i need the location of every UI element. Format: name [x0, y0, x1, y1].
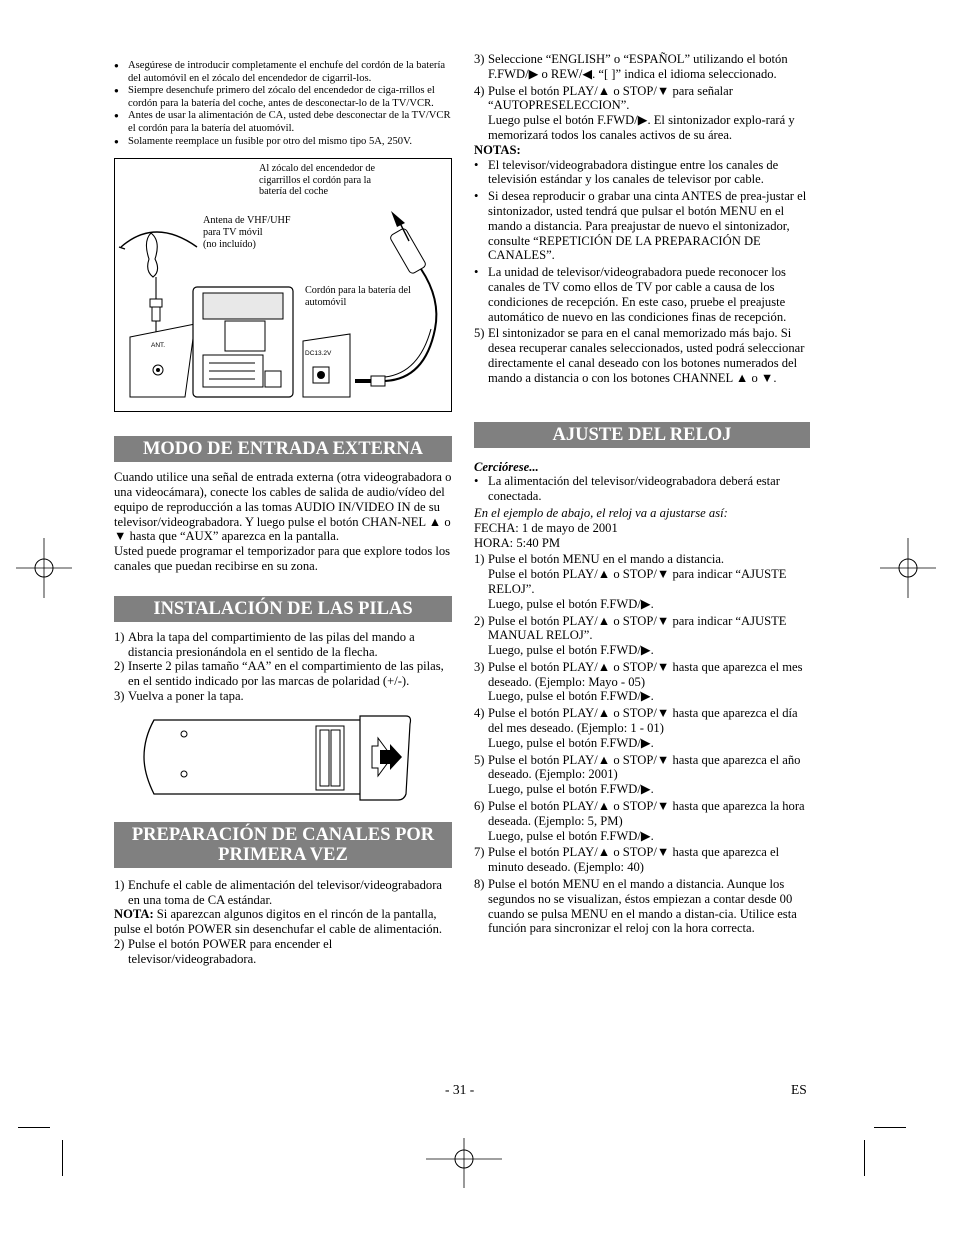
note-item: • Si desea reproducir o grabar una cinta ANTES de prea-justar el sintonizador, usted tendrá que pulsar el botón MENU en el mando a distancia. Para preajustar de nuevo el sintonizador, consulte “REPETICIÓN DE LA PREPARACIÓN DE CANALES”.	[474, 189, 810, 263]
language-code: ES	[791, 1082, 807, 1097]
check-label: Cerciórese...	[474, 459, 539, 474]
clock-step: 3) Pulse el botón PLAY/▲ o STOP/▼ hasta que aparezca el mes deseado. (Ejemplo: Mayo - 05)	[474, 659, 803, 689]
clock-substep: Luego, pulse el botón F.FWD/▶.	[488, 782, 654, 797]
check-list	[474, 474, 810, 504]
clock-step: 7) Pulse el botón PLAY/▲ o STOP/▼ hasta que aparezca el minuto deseado. (Ejemplo: 40)	[474, 845, 780, 875]
bullet-item: ● Solamente reemplace un fusible por otro del mismo tipo 5A, 250V.	[114, 136, 452, 149]
clock-content	[474, 460, 810, 937]
channel-setup-content	[114, 878, 452, 967]
check-item: • La alimentación del televisor/videograbadora deberá estar conectada.	[474, 474, 810, 504]
ant-label: ANT.	[151, 342, 166, 350]
channel-setup-step: 1) Enchufe el cable de alimentación del televisor/videograbadora en una toma de CA estándar.	[114, 877, 443, 907]
car-battery-figure	[114, 158, 452, 412]
battery-step: 1) Abra la tapa del compartimiento de las pilas del mando a distancia presionándola en el sentido de la flecha.	[114, 629, 415, 659]
bullet-item: ● Antes de usar la alimentación de CA, usted debe desconectar de la TV/VCR el cordón para la batería del atuomóvil.	[114, 110, 452, 135]
remote-battery-illustration	[114, 714, 452, 802]
clock-substep: Luego, pulse el botón F.FWD/▶.	[488, 735, 654, 750]
example-intro: En el ejemplo de abajo, el reloj va a ajustarse así:	[474, 505, 728, 520]
note-item: • El televisor/videograbadora distingue entre los canales de televisión estándar y los canales de televisor por cable.	[474, 158, 810, 188]
car-battery-illustration	[115, 159, 451, 411]
clock-step: 2) Pulse el botón PLAY/▲ o STOP/▼ para indicar “AJUSTE MANUAL RELOJ”.	[474, 613, 787, 643]
clock-step: 8) Pulse el botón MENU en el mando a distancia. Aunque los segundos no se visualizan, éstos empiezan a contar desde 00 cuando se pulsa MENU en el mando a distan-cia. Utilice esta función para sincronizar el reloj con la hora correcta.	[474, 877, 797, 936]
crop-mark	[18, 1127, 50, 1128]
clock-substep: Pulse el botón PLAY/▲ o STOP/▼ para indicar “AJUSTE RELOJ”.	[488, 567, 787, 596]
registration-mark-bottom	[426, 1138, 502, 1188]
battery-step: 2) Inserte 2 pilas tamaño “AA” en el compartimiento de las pilas, en el sentido indicado por las marcas de polaridad (+/-).	[114, 659, 444, 689]
crop-mark	[874, 1127, 906, 1128]
label-cord: Cordón para la batería del automóvil	[305, 285, 411, 308]
battery-step: 3) Vuelva a poner la tapa.	[114, 688, 244, 703]
notes-list	[474, 158, 810, 325]
section-title-clock: AJUSTE DEL RELOJ	[474, 422, 810, 448]
notes-label: NOTAS:	[474, 142, 521, 157]
registration-mark-left	[16, 538, 72, 598]
language-step: 3) Seleccione “ENGLISH” o “ESPAÑOL” utilizando el botón F.FWD/▶ o REW/◀. “[ ]” indica el idioma seleccionado.	[474, 52, 788, 81]
clock-substep: Luego, pulse el botón F.FWD/▶.	[488, 689, 654, 704]
left-column	[114, 60, 452, 967]
section-title-batteries: INSTALACIÓN DE LAS PILAS	[114, 596, 452, 622]
clock-steps	[474, 552, 810, 936]
section-title-channel-setup: PREPARACIÓN DE CANALES POR PRIMERA VEZ	[114, 822, 452, 868]
example-date: FECHA: 1 de mayo de 2001	[474, 520, 618, 535]
clock-substep: Luego, pulse el botón F.FWD/▶.	[488, 643, 654, 658]
registration-mark-right	[880, 538, 936, 598]
battery-bullets	[114, 60, 452, 148]
label-antenna-2: para TV móvil	[203, 227, 263, 239]
right-column	[474, 52, 810, 936]
external-input-paragraph: Cuando utilice una señal de entrada externa (otra videograbadora o una videocámara), conecte los cables de salida de audio/vídeo del equipo de reproducción a las tomas AUDIO IN/VIDEO IN de su televisor/videograbadora. Y luego pulse el botón CHAN-NEL ▲ o ▼ hasta que “AUX” aparezca en la pantalla.	[114, 470, 452, 544]
bullet-item: ● Asegúrese de introducir completamente el enchufe del cordón de la batería del automóvil en el zócalo del encendedor de cigarril-los.	[114, 60, 452, 85]
example-time: HORA: 5:40 PM	[474, 535, 561, 550]
section-title-external-input: MODO DE ENTRADA EXTERNA	[114, 436, 452, 462]
label-socket: Al zócalo del encendedor de cigarrillos el cordón para la batería del coche	[259, 163, 375, 198]
clock-step: 4) Pulse el botón PLAY/▲ o STOP/▼ hasta que aparezca el día del mes deseado. (Ejemplo: 1 - 01)	[474, 706, 798, 736]
autopreset-step: 4) Pulse el botón PLAY/▲ o STOP/▼ para señalar “AUTOPRESELECCION”.	[474, 83, 733, 113]
label-antenna-1: Antena de VHF/UHF	[203, 215, 291, 227]
page-number: - 31 -	[445, 1082, 475, 1097]
autopreset-substep: Luego pulse el botón F.FWD/▶. El sintonizador explo-rará y memorizará todos los canales activos de su área.	[488, 113, 795, 142]
label-antenna-3: (no incluído)	[203, 239, 256, 251]
clock-substep: Luego, pulse el botón F.FWD/▶.	[488, 828, 654, 843]
battery-steps	[114, 630, 452, 704]
channel-setup-note: NOTA: Si aparezcan algunos digitos en el rincón de la pantalla, pulse el botón POWER sin desenchufar el cable de alimentación.	[114, 907, 443, 937]
clock-step: 6) Pulse el botón PLAY/▲ o STOP/▼ hasta que aparezca la hora deseada. (Ejemplo: 5, PM)	[474, 799, 805, 828]
channel-setup-step: 2) Pulse el botón POWER para encender el televisor/videograbadora.	[114, 936, 333, 966]
dc-label: DC13.2V	[305, 350, 332, 358]
bullet-item: ● Siempre desenchufe primero del zócalo del encendedor de ciga-rrillos el cordón para la batería del coche, antes de desconectar-lo de la TV/VCR.	[114, 85, 452, 110]
crop-mark	[62, 1140, 63, 1176]
crop-mark	[864, 1140, 865, 1176]
note-item: • La unidad de televisor/videograbadora puede reconocer los canales de TV como ellos de TV por cable a causa de los condiciones de recepción. En este caso, pruebe el preajuste automático de nuevo en las condiciones finas de recepción.	[474, 265, 810, 324]
clock-substep: Luego, pulse el botón F.FWD/▶.	[488, 596, 654, 611]
tuner-step: 5) El sintonizador se para en el canal memorizado más bajo. Si desea recuperar canales seleccionados, usted podrá seleccionar directamente el canal deseado con los botones numerados del mando a distancia o con los botones CHANNEL ▲ o ▼.	[474, 326, 805, 385]
clock-step: 5) Pulse el botón PLAY/▲ o STOP/▼ hasta que aparezca el año deseado. (Ejemplo: 2001)	[474, 752, 801, 782]
timer-paragraph: Usted puede programar el temporizador para que explore todos los canales que puedan recibirse en su zona.	[114, 544, 451, 573]
clock-step: 1) Pulse el botón MENU en el mando a distancia.	[474, 552, 725, 567]
